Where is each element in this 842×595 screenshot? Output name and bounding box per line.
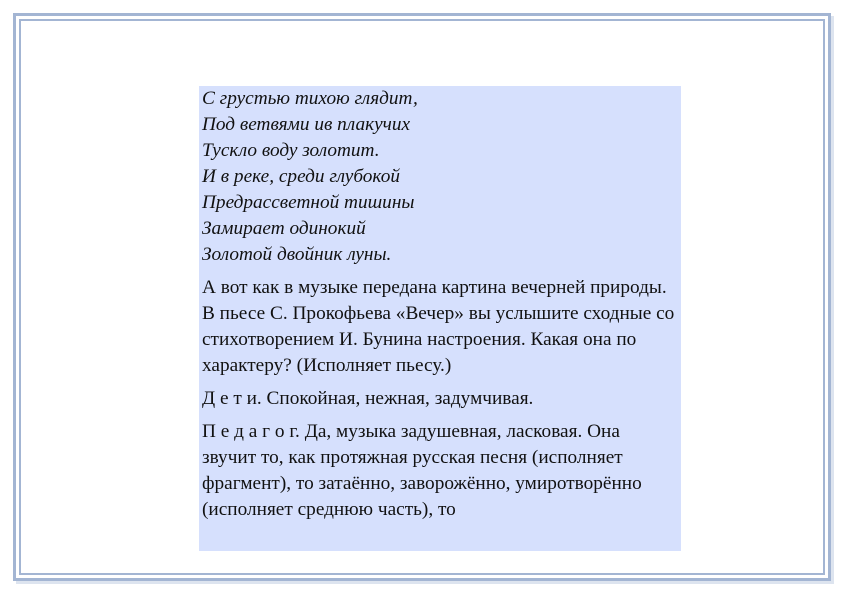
- poem: [202, 86, 678, 268]
- text-block: [199, 86, 681, 551]
- poem-line: Золотой двойник луны.: [202, 244, 392, 265]
- poem-line: Под ветвями ив плакучих: [202, 114, 411, 135]
- poem-line: С грустью тихою глядит,: [202, 88, 418, 109]
- poem-line: И в реке, среди глубокой: [202, 166, 400, 187]
- paragraph-intro: А вот как в музыке передана картина вечерней природы. В пьесе С. Прокофьева «Вечер» вы услышите сходные со стихотворением И. Бунина настроения. Какая она по характеру? (Исполняет пьесу.): [202, 277, 675, 376]
- paragraph-children: Д е т и. Спокойная, нежная, задумчивая.: [202, 388, 534, 409]
- poem-line: Предрассветной тишины: [202, 192, 415, 213]
- paragraph-teacher: П е д а г о г. Да, музыка задушевная, ласковая. Она звучит то, как протяжная русская песня (исполняет фрагмент), то затаённо, заворожённо, умиротворённо (исполняет среднюю часть), то: [202, 421, 642, 520]
- poem-line: Тускло воду золотит.: [202, 140, 380, 161]
- poem-line: Замирает одинокий: [202, 218, 366, 239]
